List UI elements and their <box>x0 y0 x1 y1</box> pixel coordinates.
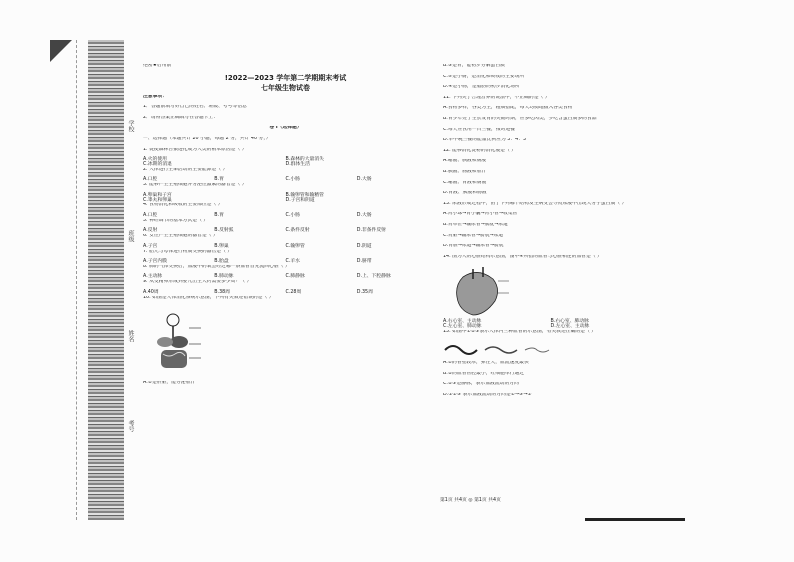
option: C.条件反射 <box>285 228 310 234</box>
note-item: 2．请将答案正确填写在答题卡上： <box>143 115 219 120</box>
notes-heading: 注意事项： <box>143 94 167 99</box>
q14-option-a: A.右心室、主动脉 <box>443 319 482 325</box>
option: A.火的使用 <box>143 157 167 163</box>
option: B.森林的大量消失 <box>285 157 324 163</box>
blood-vessels-figure <box>443 342 553 358</box>
question-line: C.⑤是小肠，是消化和吸收的主要场所 <box>443 74 525 79</box>
option: B.反射弧 <box>214 228 234 234</box>
binding-strip <box>88 40 124 520</box>
option: C.28周 <box>285 289 302 295</box>
exam-title: !2022—2023 学年第二学期期末考试 <box>224 73 347 82</box>
q14-option-d: D.左心室、主动脉 <box>550 323 590 329</box>
option: A.子宫内膜 <box>143 259 167 265</box>
question-line: D.早中晚三餐的能量比例应为 3：4：3 <box>443 138 527 143</box>
option: C.输卵管 <box>285 243 305 249</box>
question-stem: 4. 食物消化和吸收的主要部位是（ ） <box>143 203 223 208</box>
question-list-right <box>443 64 658 265</box>
question-line: 14. 图为人的心脏结构示意图，图中④所指的血管与心脏相连的血管是（ ） <box>443 254 602 259</box>
q15-option-b: B.②的血管管腔最小，红细胞单行通过 <box>443 371 525 376</box>
section-heading: 卷 I（选择题） <box>269 126 302 131</box>
option: D.脐带 <box>356 259 372 265</box>
question-list <box>143 148 428 307</box>
q14-option-b: B.右心室、肺动脉 <box>550 319 589 325</box>
question-line: A.唾液、胰液和肠液 <box>443 159 487 164</box>
question-line: D.④是小肠，是脂肪的初步消化场所 <box>443 85 520 90</box>
footer-page2: 第1页 共4页 <box>474 498 501 503</box>
page-footer <box>440 496 501 503</box>
question-line: 11. 下列关于合理营养的说法中，不正确的是（ ） <box>443 95 550 100</box>
question-stem: 9. 从受精卵形成到婴儿出生大约需要多少周？（ ） <box>143 280 252 285</box>
question-stem: 8. 肺的气体交换后，血液中的氧会经过哪一条血管首先流回心脏（ ） <box>143 264 290 269</box>
option: A.主动脉 <box>143 274 163 280</box>
option: C.小肠 <box>285 177 300 183</box>
top-left-label: 绝密★启用前 <box>143 64 172 68</box>
option: D.上、下腔静脉 <box>356 274 391 280</box>
question-line: D.肾脏→尿道→输尿管→膀胱 <box>443 244 504 249</box>
option: B.胎盘 <box>214 259 229 265</box>
option: D.非条件反射 <box>356 228 386 234</box>
digestive-system-figure <box>143 308 213 378</box>
option: B.胃 <box>214 212 224 218</box>
q10-option-a: A.①是肝脏，能分泌胆汁 <box>143 381 196 386</box>
left-column <box>143 64 428 392</box>
question-stem: 3. 能够产生生殖细胞并分泌性激素的器官是（ ） <box>143 183 247 188</box>
option: D.阴道 <box>356 243 372 249</box>
footer-page: 第1页 共4页 <box>440 498 467 503</box>
q15-stem: 15. 如图中①②③表示人体内三种血管的示意图，有关叙述正确的是（ ） <box>443 329 597 334</box>
binding-label-class: 班级 <box>127 230 134 242</box>
question-line: B.肾单位→输尿管→膀胱→尿道 <box>443 222 508 227</box>
option: A.卵巢和子宫 <box>143 192 172 198</box>
option: A.口腔 <box>143 212 158 218</box>
question-line: B.胰液、肠液和胆汁 <box>443 169 487 174</box>
option: D.大肠 <box>356 177 372 183</box>
exam-subtitle: 七年级生物试卷 <box>261 83 310 92</box>
option: B.肺动脉 <box>214 274 234 280</box>
option: C.小肠 <box>285 212 300 218</box>
option: A.口腔 <box>143 177 158 183</box>
option: D.大肠 <box>356 212 372 218</box>
q15-option-c: C.②③是静脉，表示血液流动的方向 <box>443 382 519 387</box>
right-column <box>443 64 658 403</box>
option: D.群体生活 <box>285 161 310 167</box>
binding-label-name: 姓名 <box>127 330 134 342</box>
cut-line <box>76 40 77 520</box>
option: B.卵巢 <box>214 243 229 249</box>
question-stem: 2. 人体进行生命活动的主要能源是（ ） <box>143 167 228 172</box>
question-line: C.每天应食用一日三餐，按时进餐 <box>443 127 516 132</box>
question-line: A.肾小球→肾小囊→肾小管→收集管 <box>443 212 518 217</box>
question-stem: 5. 神经调节的基本方式是（ ） <box>143 218 209 223</box>
question-stem: 1. 促使森林古猿进化成为人类的根本原因是（ ） <box>143 147 247 152</box>
question-line: C.唾液、胃液和肠液 <box>443 180 487 185</box>
bottom-right-mark <box>585 518 685 521</box>
option: C.羊水 <box>285 259 300 265</box>
question-line: C.肾脏→输尿管→膀胱→尿道 <box>443 233 504 238</box>
question-stem: 7. 胎儿与母体进行物质交换的器官是（ ） <box>143 249 233 254</box>
question-line: B.青少年处于生长发育的关键时期，应多吃肉类，少吃含蛋白质多的食品 <box>443 116 597 121</box>
option: B.38周 <box>214 289 230 295</box>
option: A.反射 <box>143 228 158 234</box>
option: C.冰期的消退 <box>143 161 172 167</box>
question-stem: 10. 如图是人体消化系统示意图，下列有关叙述错误的是（ ） <box>143 295 274 300</box>
question-line: 13. 尿液形成过程中，由于下列哪个结构发生病变会导致尿液中出现大分子蛋白质（ ） <box>443 201 627 206</box>
question-line: B.③是胃，能初步分解蛋白质 <box>443 64 505 68</box>
q15-option-d: D.①②③ 表示血液流动的方向是①→③→② <box>443 392 532 397</box>
option: D.子宫和阴道 <box>285 197 315 203</box>
option: D.35周 <box>356 289 373 295</box>
option: B.输卵管和输精管 <box>285 192 324 198</box>
note-item: 1．答题前填写好自己的姓名、班级、考号等信息 <box>143 105 247 110</box>
binding-label-id: 考号 <box>127 420 134 432</box>
question-line: 12. 能够消化淀粉的消化液是（ ） <box>443 148 517 153</box>
option: B.胃 <box>214 177 224 183</box>
question-stem: 6. 女性产生生殖细胞的器官是（ ） <box>143 234 218 239</box>
footer-sep: ◎ <box>468 498 473 503</box>
question-line: A.食物多样，谷类为主，粗细搭配，每天均衡地摄入各类食物 <box>443 106 573 111</box>
option: A.40周 <box>143 289 159 295</box>
question-line: D.胃液、胰液和肠液 <box>443 191 487 196</box>
binding-label-school: 学校 <box>127 120 134 132</box>
heart-figure <box>443 267 513 317</box>
q14-option-c: C.左心室、肺动脉 <box>443 323 482 329</box>
option: C.睾丸和卵巢 <box>143 197 172 203</box>
section-intro: 一、选择题（本题共计 20 小题，每题 2 分，共计 40 分，） <box>143 136 271 141</box>
option: C.肺静脉 <box>285 274 305 280</box>
corner-mark-icon <box>50 40 72 62</box>
option: A.子宫 <box>143 243 158 249</box>
q15-option-a: A.①的管壁较厚，弹性大，血流速度最快 <box>443 361 529 366</box>
